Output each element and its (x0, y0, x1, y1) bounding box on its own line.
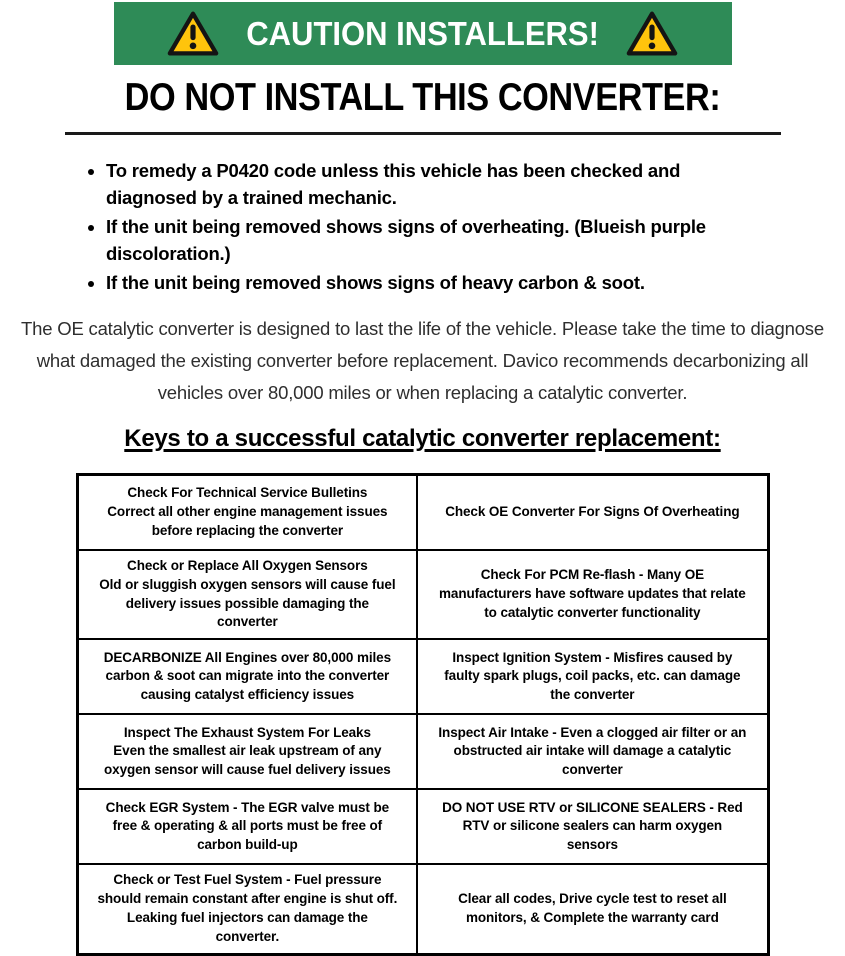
table-cell-line: Correct all other engine management issues before replacing the converter (107, 504, 388, 538)
table-cell-line: Check or Replace All Oxygen Sensors (127, 557, 368, 573)
table-row (77, 789, 768, 864)
table-cell-right (417, 639, 768, 714)
table-cell-right (417, 789, 768, 864)
table-cell-line: DECARBONIZE All Engines over 80,000 miles carbon & soot can migrate into the converter causing catalyst efficiency issues (103, 649, 391, 703)
table-cell-left (77, 639, 417, 714)
warning-triangle-icon (167, 10, 219, 58)
table-row (77, 550, 768, 640)
table-cell-line: DO NOT USE RTV or SILICONE SEALERS - Red RTV or silicone sealers can harm oxygen sensors (442, 799, 743, 853)
table-cell-line: Inspect The Exhaust System For Leaks (123, 724, 371, 740)
keys-heading (0, 425, 845, 453)
table-cell-left (77, 475, 417, 550)
table-cell-line: Check OE Converter For Signs Of Overheating (445, 504, 740, 520)
table-cell-line: Inspect Air Intake - Even a clogged air filter or an obstructed air intake will damage a catalytic converter (438, 724, 747, 778)
caution-banner (114, 2, 732, 65)
table-cell-left (77, 714, 417, 789)
table-row (77, 475, 768, 550)
table-cell-left (77, 550, 417, 640)
keys-table (76, 473, 770, 956)
table-cell-line: Check EGR System - The EGR valve must be free & operating & all ports must be free of carbon build-up (105, 799, 390, 853)
table-row (77, 864, 768, 954)
divider-line (65, 132, 781, 135)
keys-table-body (77, 475, 768, 955)
flyer-page (0, 2, 845, 945)
table-cell-line: Clear all codes, Drive cycle test to reset all monitors, & Complete the warranty card (458, 891, 727, 926)
table-cell-right (417, 475, 768, 550)
table-row (77, 714, 768, 789)
table-cell-left (77, 864, 417, 954)
table-row (77, 639, 768, 714)
banner-text: CAUTION INSTALLERS! (246, 14, 599, 52)
table-cell-right (417, 714, 768, 789)
table-cell-right (417, 864, 768, 954)
warning-list (90, 157, 775, 296)
table-cell-line: Check For Technical Service Bulletins (127, 485, 368, 501)
table-cell-line: Check or Test Fuel System - Fuel pressure should remain constant after engine is shut off. Leaking fuel injectors can damage the converter. (97, 872, 398, 945)
page-title: DO NOT INSTALL THIS CONVERTER: (124, 76, 721, 119)
intro-paragraph: The OE catalytic converter is designed to last the life of the vehicle. Please take the time to diagnose what damaged the existing converter before replacement. Davico recommends decarbonizing all vehicles over 80,000 miles or when replacing a catalytic converter. (21, 317, 824, 403)
warning-item: • If the unit being removed shows signs of overheating. (Blueish purple discoloration.) (106, 213, 775, 268)
keys-heading-text: Keys to a successful catalytic converter replacement: (124, 425, 721, 453)
table-cell-left (77, 789, 417, 864)
table-cell-line: Old or sluggish oxygen sensors will cause fuel delivery issues possible damaging the converter (99, 576, 396, 630)
table-cell-line: Check For PCM Re-flash - Many OE manufacturers have software updates that relate to catalytic converter functionality (439, 567, 746, 621)
table-cell-right (417, 550, 768, 640)
warning-item: • If the unit being removed shows signs of heavy carbon & soot. (106, 269, 775, 296)
warning-item: • To remedy a P0420 code unless this vehicle has been checked and diagnosed by a trained mechanic. (106, 157, 775, 212)
table-cell-line: Inspect Ignition System - Misfires caused by faulty spark plugs, coil packs, etc. can damage the converter (444, 649, 741, 703)
warning-triangle-icon (626, 10, 678, 58)
table-cell-line: Even the smallest air leak upstream of any oxygen sensor will cause fuel delivery issues (104, 743, 391, 778)
